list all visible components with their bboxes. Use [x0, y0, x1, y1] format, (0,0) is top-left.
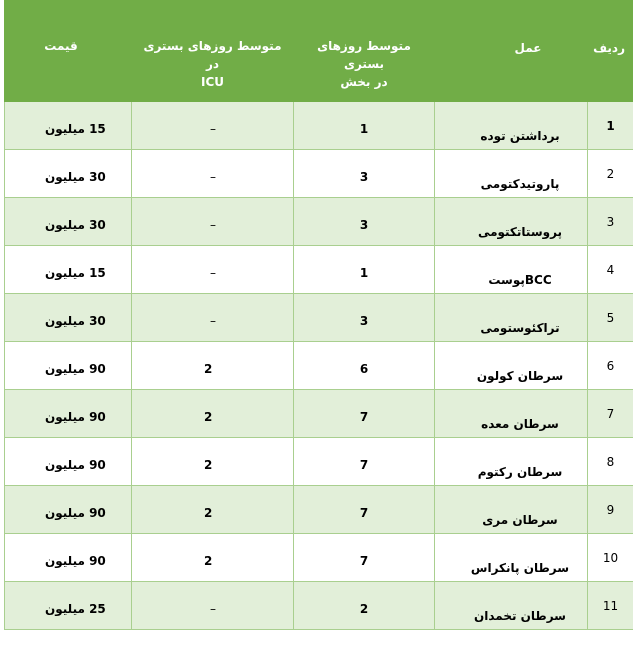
cell-action: پروستاتکتومی	[435, 198, 588, 246]
cell-icu-days: –	[132, 582, 294, 630]
cell-ward-days: 7	[294, 438, 435, 486]
cell-action: سرطان کولون	[435, 342, 588, 390]
cell-price: 90 میلیون	[5, 390, 132, 438]
cell-action: سرطان پانکراس	[435, 534, 588, 582]
cell-action: پاروتیدکتومی	[435, 150, 588, 198]
table-row	[5, 582, 634, 630]
cell-row-number: 3	[588, 198, 634, 246]
cell-ward-days: 7	[294, 486, 435, 534]
cell-ward-days: 6	[294, 342, 435, 390]
cell-row-number: 1	[588, 102, 634, 150]
cell-price: 15 میلیون	[5, 102, 132, 150]
cell-row-number: 10	[588, 534, 634, 582]
cell-icu-days: –	[132, 198, 294, 246]
header-ward-days-line1: متوسط روزهای بستری	[317, 39, 411, 71]
cell-row-number: 4	[588, 246, 634, 294]
cell-price: 15 میلیون	[5, 246, 132, 294]
table-row	[5, 198, 634, 246]
header-row-number: ردیف	[588, 1, 634, 102]
table-row	[5, 486, 634, 534]
cell-action: سرطان رکتوم	[435, 438, 588, 486]
table-row	[5, 390, 634, 438]
header-icu-days	[132, 1, 294, 102]
cell-action: تراکئوستومی	[435, 294, 588, 342]
cell-icu-days: –	[132, 246, 294, 294]
cell-ward-days: 1	[294, 102, 435, 150]
cell-action: سرطان تخمدان	[435, 582, 588, 630]
table-row	[5, 294, 634, 342]
cell-ward-days: 7	[294, 534, 435, 582]
cell-action: BCCپوست	[435, 246, 588, 294]
table-row	[5, 438, 634, 486]
cell-row-number: 11	[588, 582, 634, 630]
cell-price: 30 میلیون	[5, 198, 132, 246]
cell-row-number: 2	[588, 150, 634, 198]
header-ward-days-line2: در بخش	[340, 75, 388, 89]
cell-icu-days: –	[132, 294, 294, 342]
cell-icu-days: –	[132, 150, 294, 198]
table-row	[5, 534, 634, 582]
cell-ward-days: 7	[294, 390, 435, 438]
header-price: قیمت	[5, 1, 132, 102]
table-row	[5, 102, 634, 150]
cell-price: 30 میلیون	[5, 294, 132, 342]
cell-icu-days: 2	[132, 390, 294, 438]
cell-icu-days: 2	[132, 534, 294, 582]
cell-ward-days: 3	[294, 294, 435, 342]
header-icu-days-line1: متوسط روزهای بستری در	[143, 39, 282, 71]
header-action: عمل	[435, 1, 588, 102]
table-row	[5, 246, 634, 294]
cell-price: 90 میلیون	[5, 438, 132, 486]
cell-ward-days: 1	[294, 246, 435, 294]
cell-price: 90 میلیون	[5, 486, 132, 534]
cell-row-number: 5	[588, 294, 634, 342]
cell-price: 25 میلیون	[5, 582, 132, 630]
cell-icu-days: 2	[132, 342, 294, 390]
table-header-row	[5, 1, 634, 102]
cell-row-number: 8	[588, 438, 634, 486]
cell-action: سرطان مری	[435, 486, 588, 534]
cell-row-number: 7	[588, 390, 634, 438]
document-page	[4, 0, 633, 645]
cell-row-number: 9	[588, 486, 634, 534]
pricing-table	[4, 0, 633, 630]
cell-action: سرطان معده	[435, 390, 588, 438]
cell-icu-days: –	[132, 102, 294, 150]
header-icu-days-line2: ICU	[200, 75, 224, 89]
header-ward-days	[294, 1, 435, 102]
cell-ward-days: 2	[294, 582, 435, 630]
table-row	[5, 150, 634, 198]
cell-row-number: 6	[588, 342, 634, 390]
table-row	[5, 342, 634, 390]
cell-ward-days: 3	[294, 150, 435, 198]
cell-action: برداشتن توده	[435, 102, 588, 150]
cell-ward-days: 3	[294, 198, 435, 246]
cell-icu-days: 2	[132, 438, 294, 486]
cell-price: 90 میلیون	[5, 534, 132, 582]
cell-icu-days: 2	[132, 486, 294, 534]
cell-price: 30 میلیون	[5, 150, 132, 198]
cell-price: 90 میلیون	[5, 342, 132, 390]
